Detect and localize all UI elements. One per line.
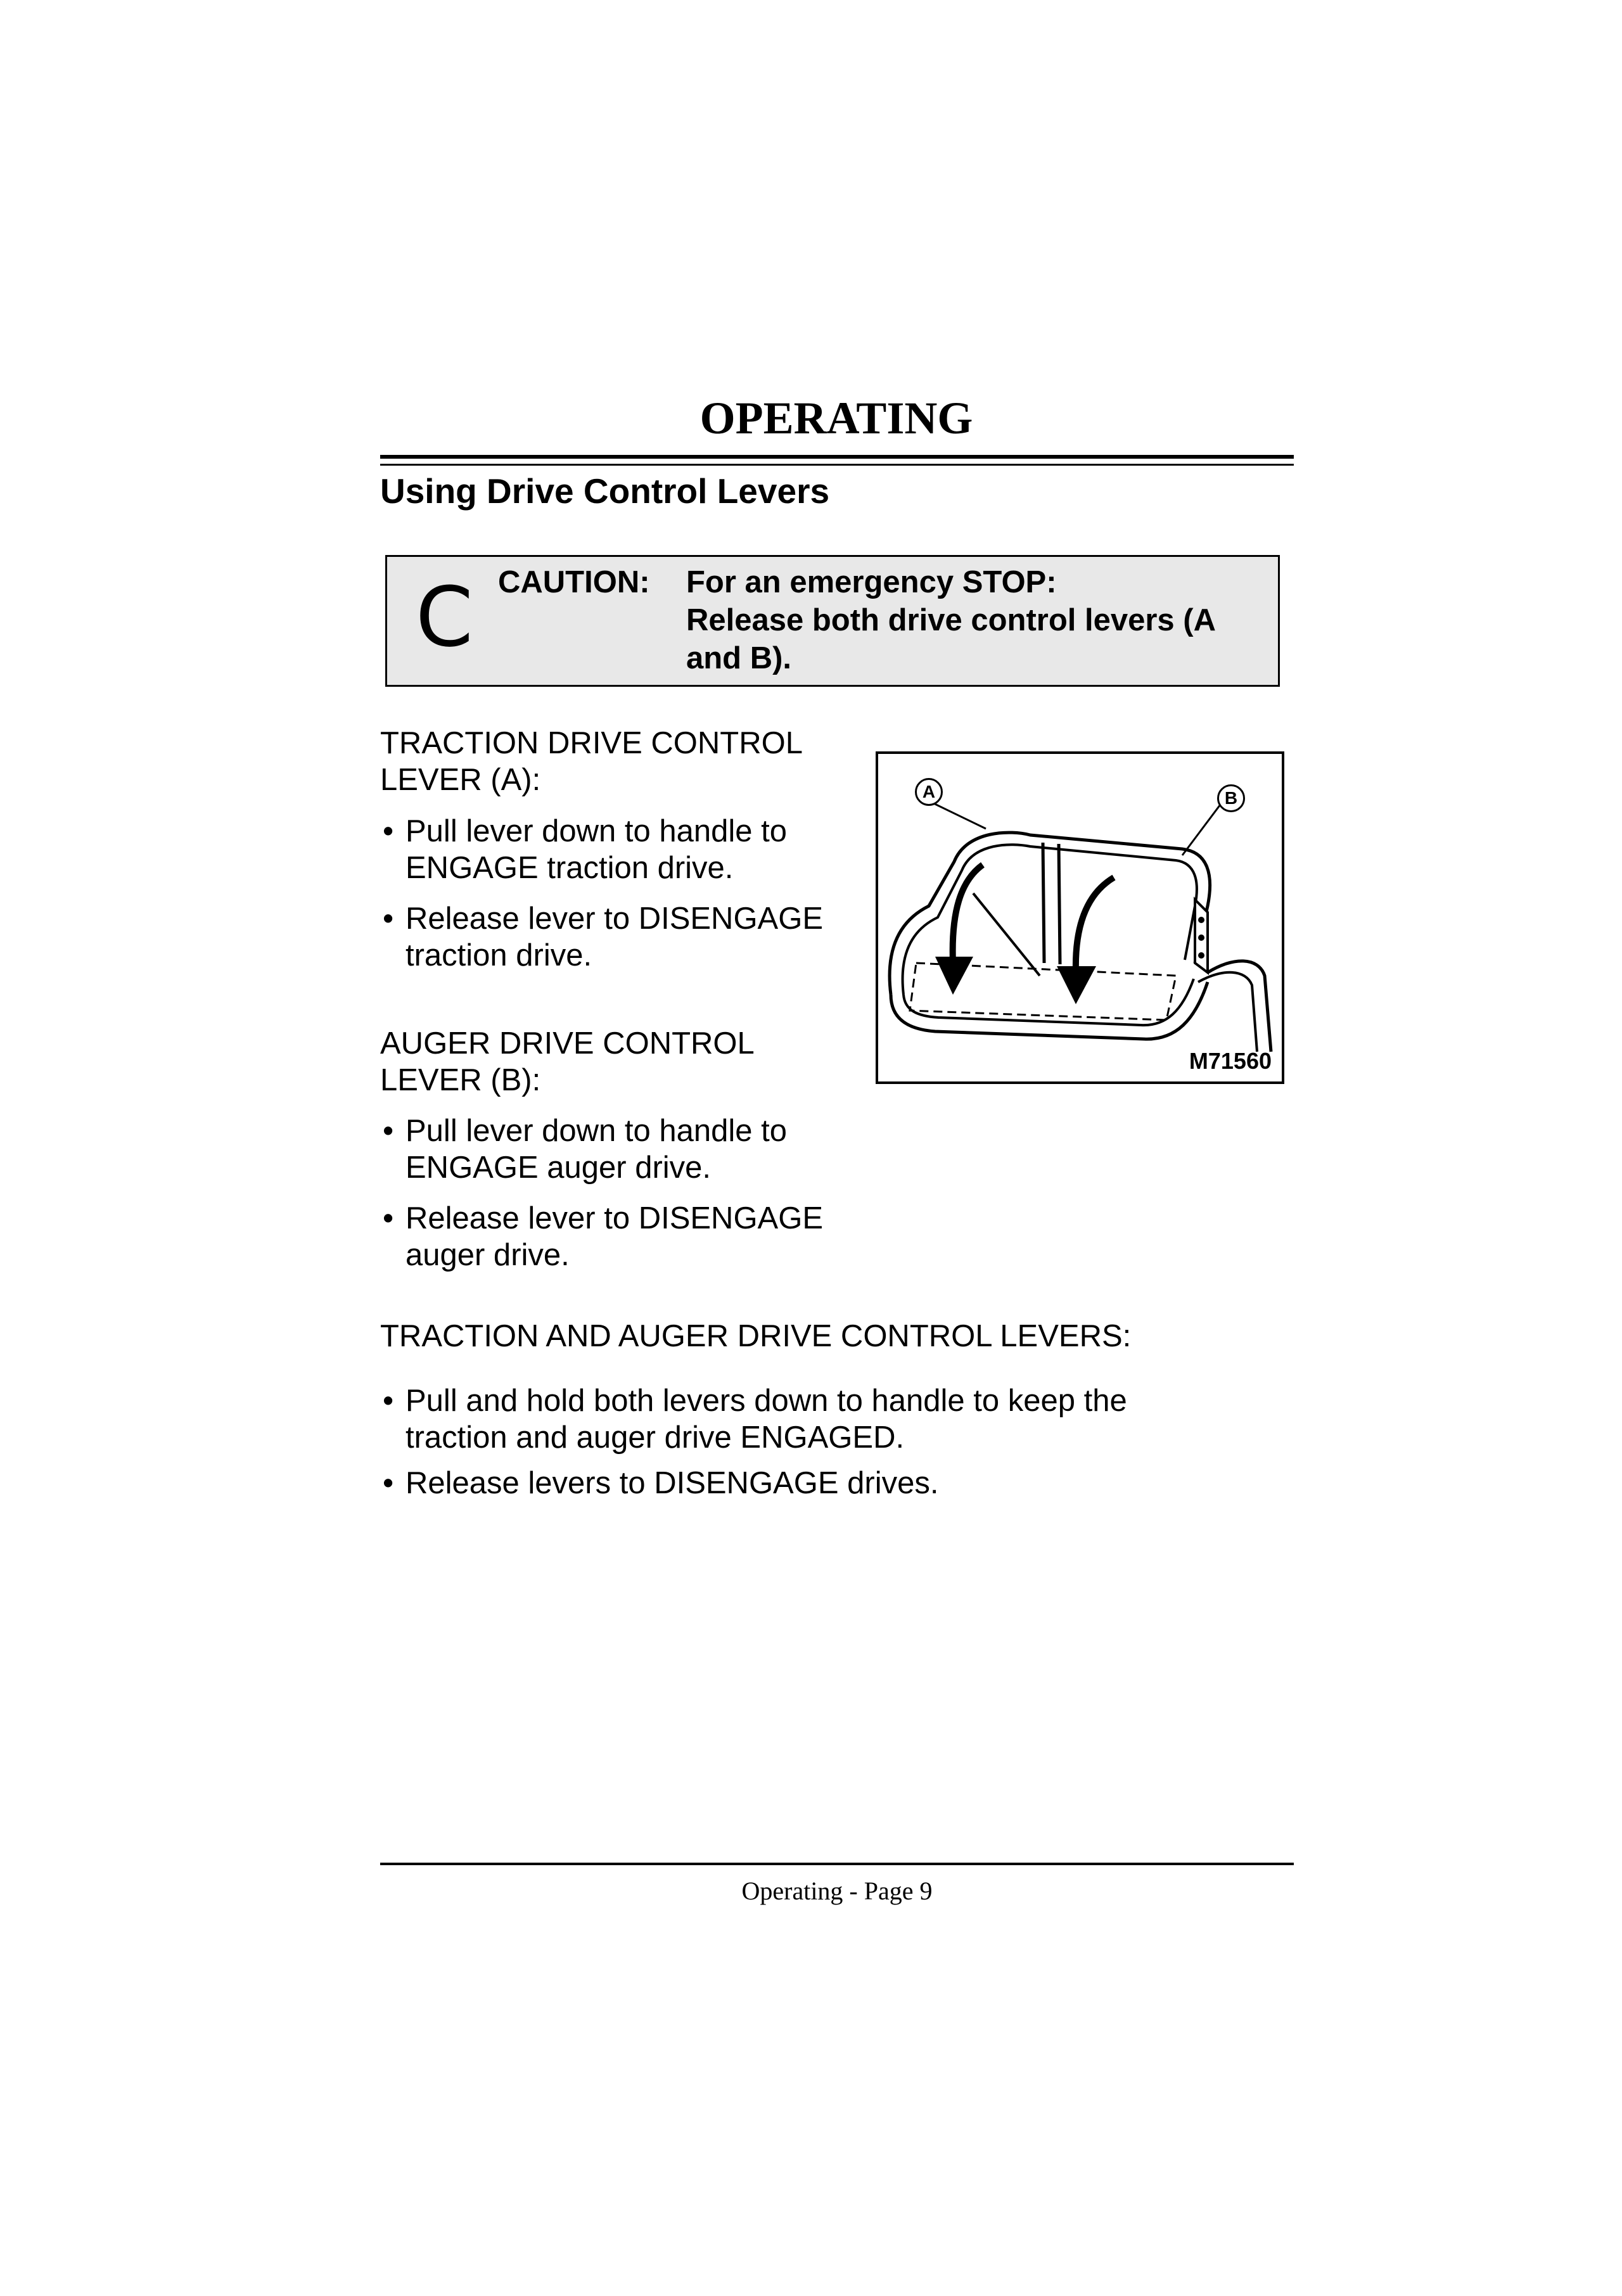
bullet-line: Pull lever down to handle to [406, 814, 787, 848]
figure-code: M71560 [1189, 1048, 1272, 1074]
combined-bullet-disengage [383, 1465, 1282, 1502]
caution-message [686, 563, 1269, 677]
arrow-a-head [935, 957, 973, 995]
caution-line: Release both drive control levers (A [686, 603, 1216, 637]
traction-bullet-engage [383, 813, 864, 886]
callout-a: A [915, 778, 943, 806]
page-footer: Operating - Page 9 [741, 1877, 933, 1905]
traction-bullet-disengage [383, 900, 864, 974]
front-bar-inner [904, 979, 1194, 1025]
header-divider-thin [380, 464, 1294, 466]
bullet-line: Pull and hold both levers down to handle to keep the [406, 1384, 1127, 1418]
caution-line: For an emergency STOP: [686, 565, 1057, 599]
caution-line: and B). [686, 641, 792, 675]
bullet-dot: • [383, 902, 394, 936]
bullet-dot: • [383, 1114, 394, 1148]
bullet-dot: • [383, 1466, 394, 1500]
bullet-line: auger drive. [406, 1238, 570, 1272]
bolt [1198, 934, 1204, 941]
auger-bullet-disengage [383, 1200, 864, 1273]
bullet-dot: • [383, 1201, 394, 1235]
page-subheading: Using Drive Control Levers [380, 471, 830, 511]
bullet-line: Release lever to DISENGAGE [406, 902, 824, 936]
bullet-dot: • [383, 1384, 394, 1418]
bullet-line: Pull lever down to handle to [406, 1114, 787, 1148]
caution-box [385, 555, 1280, 687]
traction-heading-line-1: TRACTION DRIVE CONTROL [380, 726, 803, 760]
auger-bullet-engage [383, 1113, 864, 1186]
bullet-line: Release levers to DISENGAGE drives. [406, 1466, 939, 1500]
bullet-dot: • [383, 814, 394, 848]
bullet-line: traction drive. [406, 938, 592, 973]
footer-divider [380, 1863, 1294, 1865]
bolt [1198, 952, 1204, 959]
auger-heading-line-1: AUGER DRIVE CONTROL [380, 1026, 755, 1061]
header-divider-thick [380, 455, 1294, 459]
arrow-b-head [1057, 966, 1096, 1004]
bullet-line: ENGAGE traction drive. [406, 851, 734, 885]
arrow-b-shaft [1076, 877, 1114, 973]
bullet-line: ENGAGE auger drive. [406, 1151, 712, 1185]
auger-heading-line-2: LEVER (B): [380, 1063, 541, 1097]
traction-heading-line-2: LEVER (A): [380, 763, 541, 797]
combined-bullet-engage [383, 1382, 1282, 1456]
bullet-line: traction and auger drive ENGAGED. [406, 1420, 905, 1455]
center-bar-left [1043, 843, 1044, 963]
center-bar-right [1059, 844, 1060, 964]
bolt [1198, 917, 1204, 923]
combined-heading: TRACTION AND AUGER DRIVE CONTROL LEVERS: [380, 1319, 1132, 1353]
leader-b [1182, 805, 1220, 855]
front-bar [891, 982, 1208, 1039]
section-title: OPERATING [699, 393, 973, 443]
bullet-line: Release lever to DISENGAGE [406, 1201, 824, 1235]
lever-a-link [973, 893, 1040, 976]
callout-b: B [1217, 784, 1245, 812]
caution-label: CAUTION: [498, 565, 650, 599]
caution-symbol: C [416, 569, 473, 665]
drive-levers-figure [876, 751, 1284, 1084]
